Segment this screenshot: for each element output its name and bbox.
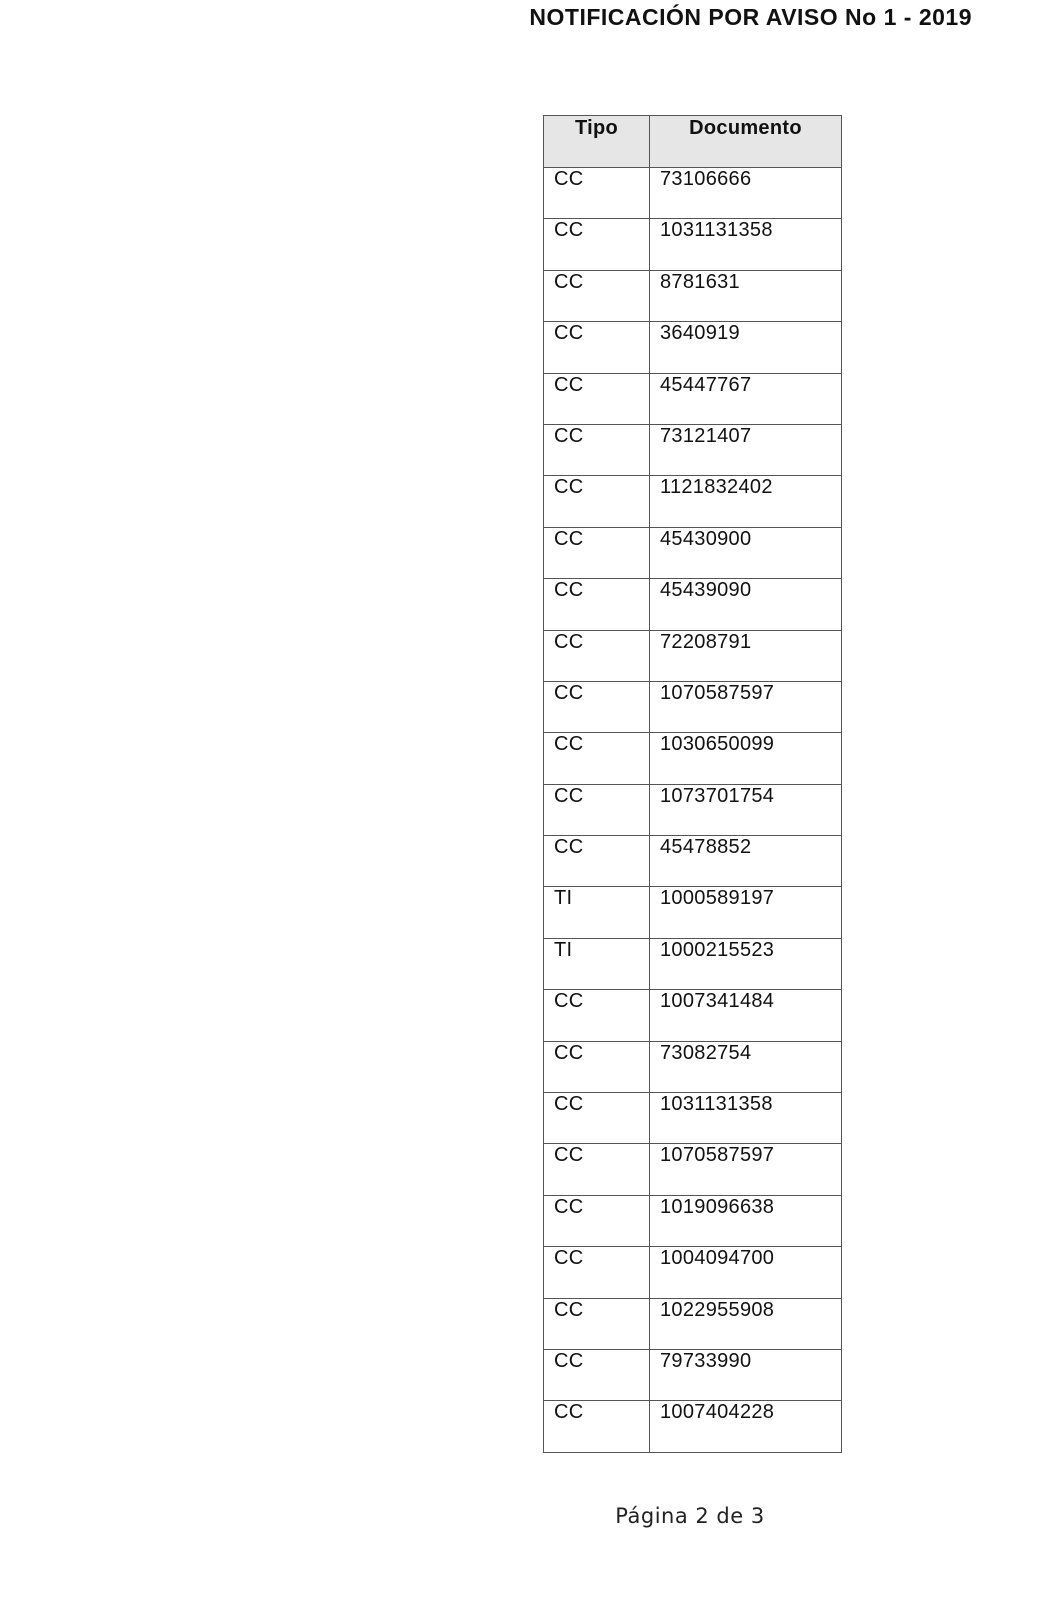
cell-tipo: CC (544, 1093, 650, 1144)
cell-documento: 45439090 (650, 579, 842, 630)
cell-documento: 1070587597 (650, 1144, 842, 1195)
cell-tipo: CC (544, 1298, 650, 1349)
table-row (544, 1298, 842, 1349)
records-table (543, 115, 842, 1453)
cell-tipo: CC (544, 784, 650, 835)
cell-documento: 1004094700 (650, 1247, 842, 1298)
cell-tipo: CC (544, 476, 650, 527)
table-row (544, 168, 842, 219)
table-row (544, 1144, 842, 1195)
cell-documento: 1007404228 (650, 1401, 842, 1452)
cell-documento: 1000589197 (650, 887, 842, 938)
cell-documento: 73106666 (650, 168, 842, 219)
cell-documento: 72208791 (650, 630, 842, 681)
table-row (544, 424, 842, 475)
cell-tipo: CC (544, 1247, 650, 1298)
cell-documento: 3640919 (650, 322, 842, 373)
table-row (544, 630, 842, 681)
cell-tipo: CC (544, 373, 650, 424)
cell-tipo: CC (544, 527, 650, 578)
table-body (544, 168, 842, 1453)
table-row (544, 1401, 842, 1452)
cell-tipo: CC (544, 1144, 650, 1195)
table-row (544, 527, 842, 578)
cell-documento: 45447767 (650, 373, 842, 424)
cell-tipo: CC (544, 424, 650, 475)
cell-documento: 45478852 (650, 836, 842, 887)
cell-documento: 1121832402 (650, 476, 842, 527)
cell-tipo: TI (544, 938, 650, 989)
cell-documento: 1007341484 (650, 990, 842, 1041)
table-header-row (544, 116, 842, 168)
cell-documento: 1070587597 (650, 681, 842, 732)
cell-tipo: CC (544, 1401, 650, 1452)
cell-tipo: CC (544, 168, 650, 219)
table-row (544, 373, 842, 424)
table-row (544, 733, 842, 784)
table-row (544, 681, 842, 732)
table-row (544, 1041, 842, 1092)
table-row (544, 938, 842, 989)
cell-tipo: CC (544, 1041, 650, 1092)
cell-documento: 45430900 (650, 527, 842, 578)
table-header (544, 116, 842, 168)
cell-tipo: CC (544, 1195, 650, 1246)
table-row (544, 270, 842, 321)
table-row (544, 476, 842, 527)
table-row (544, 219, 842, 270)
cell-documento: 1019096638 (650, 1195, 842, 1246)
cell-tipo: CC (544, 836, 650, 887)
table-row (544, 1093, 842, 1144)
cell-tipo: CC (544, 1349, 650, 1400)
table-row (544, 990, 842, 1041)
cell-documento: 73121407 (650, 424, 842, 475)
column-header-tipo: Tipo (544, 116, 650, 168)
table-row (544, 1247, 842, 1298)
page-number: Página 2 de 3 (615, 1504, 765, 1528)
cell-tipo: CC (544, 579, 650, 630)
cell-documento: 1031131358 (650, 219, 842, 270)
cell-tipo: CC (544, 630, 650, 681)
cell-tipo: CC (544, 733, 650, 784)
cell-documento: 1073701754 (650, 784, 842, 835)
cell-tipo: CC (544, 270, 650, 321)
cell-tipo: CC (544, 681, 650, 732)
document-title: NOTIFICACIÓN POR AVISO No 1 - 2019 (529, 4, 972, 30)
table-row (544, 322, 842, 373)
cell-documento: 8781631 (650, 270, 842, 321)
table-row (544, 579, 842, 630)
cell-documento: 1031131358 (650, 1093, 842, 1144)
column-header-documento: Documento (650, 116, 842, 168)
cell-documento: 1030650099 (650, 733, 842, 784)
cell-tipo: TI (544, 887, 650, 938)
cell-documento: 1000215523 (650, 938, 842, 989)
table-row (544, 836, 842, 887)
table-row (544, 784, 842, 835)
cell-documento: 73082754 (650, 1041, 842, 1092)
cell-tipo: CC (544, 322, 650, 373)
cell-documento: 79733990 (650, 1349, 842, 1400)
table-row (544, 1349, 842, 1400)
table-row (544, 887, 842, 938)
table-row (544, 1195, 842, 1246)
cell-tipo: CC (544, 219, 650, 270)
cell-documento: 1022955908 (650, 1298, 842, 1349)
cell-tipo: CC (544, 990, 650, 1041)
